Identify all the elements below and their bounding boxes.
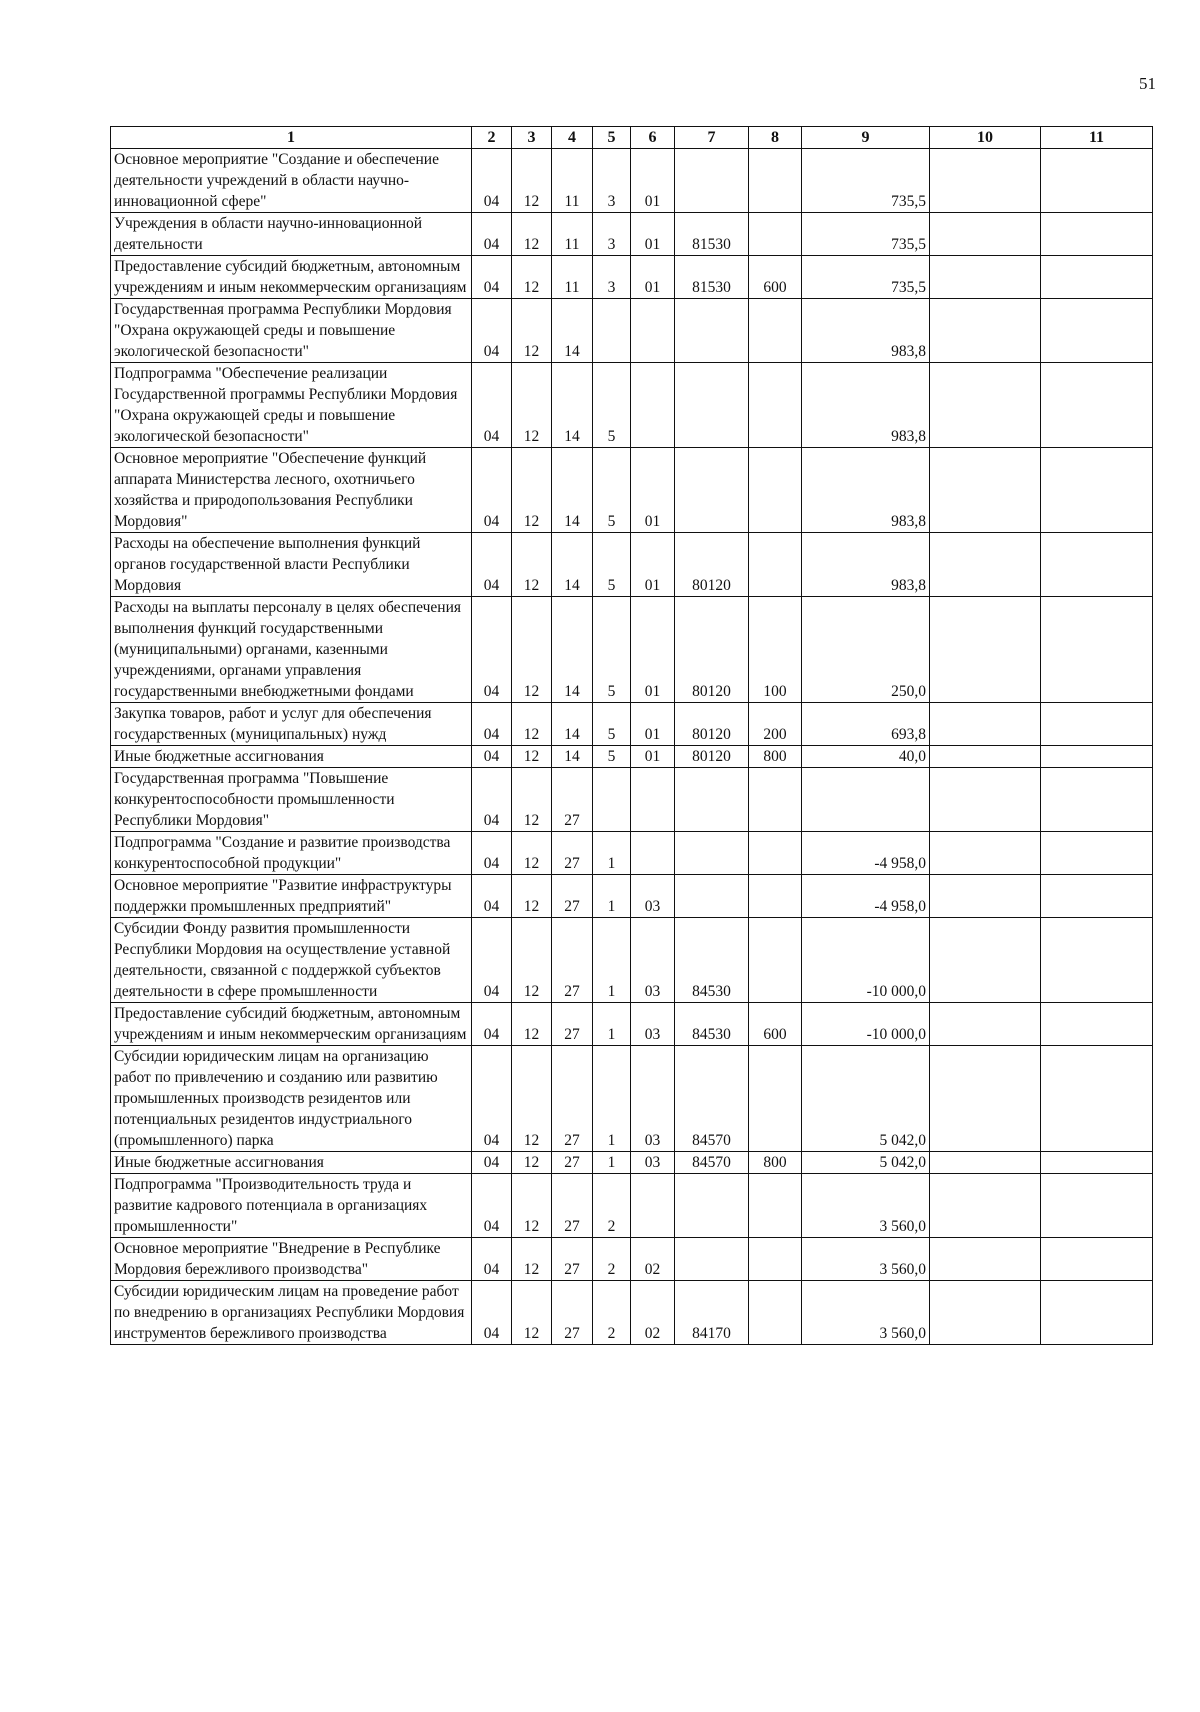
row-name: Субсидии Фонду развития промышленности Республики Мордовия на осуществление уставной деятельности, связанной с поддержкой субъектов деятельности в сфере промышленности <box>111 918 472 1003</box>
code-activity: 01 <box>631 213 675 256</box>
col-10-cell <box>930 597 1041 703</box>
code-direction: 84530 <box>675 1003 749 1046</box>
code-subprogram <box>593 768 631 832</box>
code-direction <box>675 768 749 832</box>
code-program: 14 <box>552 533 593 597</box>
table-row <box>111 1174 1153 1238</box>
amount: 983,8 <box>802 299 930 363</box>
code-subsection: 12 <box>512 768 552 832</box>
col-10-cell <box>930 1003 1041 1046</box>
amount: 735,5 <box>802 256 930 299</box>
code-subsection: 12 <box>512 597 552 703</box>
row-name: Иные бюджетные ассигнования <box>111 746 472 768</box>
col-10-cell <box>930 256 1041 299</box>
code-expense-type <box>749 832 802 875</box>
code-subsection: 12 <box>512 918 552 1003</box>
code-program: 14 <box>552 597 593 703</box>
col-11-cell <box>1041 1238 1153 1281</box>
col-11-cell <box>1041 149 1153 213</box>
code-direction: 81530 <box>675 256 749 299</box>
code-program: 27 <box>552 1281 593 1345</box>
code-section: 04 <box>472 1152 512 1174</box>
column-header: 2 <box>472 127 512 149</box>
amount: -4 958,0 <box>802 875 930 918</box>
code-program: 27 <box>552 768 593 832</box>
code-subprogram: 3 <box>593 213 631 256</box>
amount: 983,8 <box>802 533 930 597</box>
code-expense-type <box>749 448 802 533</box>
col-11-cell <box>1041 533 1153 597</box>
column-header: 5 <box>593 127 631 149</box>
code-program: 27 <box>552 1046 593 1152</box>
col-11-cell <box>1041 597 1153 703</box>
row-name: Основное мероприятие "Обеспечение функций аппарата Министерства лесного, охотничьего хозяйства и природопользования Республики Мордовия" <box>111 448 472 533</box>
code-program: 14 <box>552 746 593 768</box>
table-row <box>111 918 1153 1003</box>
col-10-cell <box>930 703 1041 746</box>
table-row <box>111 1281 1153 1345</box>
amount: 3 560,0 <box>802 1238 930 1281</box>
code-activity: 03 <box>631 1003 675 1046</box>
code-section: 04 <box>472 1046 512 1152</box>
code-direction <box>675 875 749 918</box>
code-program: 27 <box>552 832 593 875</box>
code-subprogram: 1 <box>593 875 631 918</box>
column-header: 1 <box>111 127 472 149</box>
row-name: Основное мероприятие "Создание и обеспечение деятельности учреждений в области научно-инновационной сфере" <box>111 149 472 213</box>
amount: -4 958,0 <box>802 832 930 875</box>
column-header: 4 <box>552 127 593 149</box>
code-direction <box>675 1238 749 1281</box>
code-expense-type: 100 <box>749 597 802 703</box>
col-10-cell <box>930 832 1041 875</box>
table-row <box>111 875 1153 918</box>
code-activity: 01 <box>631 597 675 703</box>
code-activity: 01 <box>631 746 675 768</box>
row-name: Субсидии юридическим лицам на проведение работ по внедрению в организациях Республики Мордовия инструментов бережливого производства <box>111 1281 472 1345</box>
table-row <box>111 213 1153 256</box>
code-direction <box>675 363 749 448</box>
col-11-cell <box>1041 875 1153 918</box>
col-10-cell <box>930 213 1041 256</box>
code-direction: 80120 <box>675 533 749 597</box>
code-subprogram: 1 <box>593 832 631 875</box>
row-name: Основное мероприятие "Внедрение в Республике Мордовия бережливого производства" <box>111 1238 472 1281</box>
code-subsection: 12 <box>512 448 552 533</box>
row-name: Подпрограмма "Обеспечение реализации Государственной программы Республики Мордовия "Охрана окружающей среды и повышение экологической безопасности" <box>111 363 472 448</box>
code-expense-type <box>749 1174 802 1238</box>
col-10-cell <box>930 299 1041 363</box>
budget-table <box>110 126 1153 1345</box>
code-activity: 02 <box>631 1281 675 1345</box>
table-row <box>111 703 1153 746</box>
code-subprogram: 5 <box>593 363 631 448</box>
col-11-cell <box>1041 213 1153 256</box>
code-section: 04 <box>472 1238 512 1281</box>
code-activity: 03 <box>631 1046 675 1152</box>
code-subprogram: 3 <box>593 149 631 213</box>
code-section: 04 <box>472 533 512 597</box>
col-10-cell <box>930 149 1041 213</box>
code-direction: 81530 <box>675 213 749 256</box>
code-section: 04 <box>472 1003 512 1046</box>
code-subprogram: 1 <box>593 1003 631 1046</box>
code-program: 27 <box>552 1152 593 1174</box>
code-program: 27 <box>552 1003 593 1046</box>
column-header: 9 <box>802 127 930 149</box>
row-name: Подпрограмма "Производительность труда и развитие кадрового потенциала в организациях промышленности" <box>111 1174 472 1238</box>
code-program: 11 <box>552 213 593 256</box>
column-header: 10 <box>930 127 1041 149</box>
code-subsection: 12 <box>512 1174 552 1238</box>
table-row <box>111 533 1153 597</box>
code-subsection: 12 <box>512 746 552 768</box>
code-expense-type <box>749 1046 802 1152</box>
col-11-cell <box>1041 768 1153 832</box>
column-header: 7 <box>675 127 749 149</box>
code-activity <box>631 832 675 875</box>
code-program: 14 <box>552 448 593 533</box>
row-name: Закупка товаров, работ и услуг для обеспечения государственных (муниципальных) нужд <box>111 703 472 746</box>
code-subsection: 12 <box>512 1003 552 1046</box>
col-11-cell <box>1041 299 1153 363</box>
code-section: 04 <box>472 1281 512 1345</box>
code-section: 04 <box>472 703 512 746</box>
amount: 250,0 <box>802 597 930 703</box>
code-subprogram: 1 <box>593 1152 631 1174</box>
row-name: Предоставление субсидий бюджетным, автономным учреждениям и иным некоммерческим организациям <box>111 1003 472 1046</box>
code-activity: 03 <box>631 1152 675 1174</box>
col-11-cell <box>1041 1174 1153 1238</box>
row-name: Основное мероприятие "Развитие инфраструктуры поддержки промышленных предприятий" <box>111 875 472 918</box>
code-subsection: 12 <box>512 256 552 299</box>
col-10-cell <box>930 1152 1041 1174</box>
code-program: 14 <box>552 299 593 363</box>
col-11-cell <box>1041 1152 1153 1174</box>
code-subsection: 12 <box>512 1046 552 1152</box>
column-header: 6 <box>631 127 675 149</box>
code-activity: 01 <box>631 256 675 299</box>
code-activity <box>631 299 675 363</box>
code-expense-type <box>749 149 802 213</box>
table-row <box>111 448 1153 533</box>
code-direction: 84170 <box>675 1281 749 1345</box>
code-subsection: 12 <box>512 703 552 746</box>
code-subsection: 12 <box>512 299 552 363</box>
code-subsection: 12 <box>512 363 552 448</box>
code-subsection: 12 <box>512 533 552 597</box>
page-number: 51 <box>1139 74 1156 93</box>
code-direction <box>675 832 749 875</box>
col-10-cell <box>930 448 1041 533</box>
amount: 3 560,0 <box>802 1174 930 1238</box>
code-section: 04 <box>472 875 512 918</box>
col-10-cell <box>930 1238 1041 1281</box>
code-expense-type <box>749 533 802 597</box>
code-direction <box>675 149 749 213</box>
row-name: Предоставление субсидий бюджетным, автономным учреждениям и иным некоммерческим организациям <box>111 256 472 299</box>
col-10-cell <box>930 533 1041 597</box>
col-10-cell <box>930 1174 1041 1238</box>
code-section: 04 <box>472 918 512 1003</box>
code-subprogram: 5 <box>593 448 631 533</box>
amount: 693,8 <box>802 703 930 746</box>
column-header: 3 <box>512 127 552 149</box>
code-subsection: 12 <box>512 1238 552 1281</box>
code-expense-type <box>749 299 802 363</box>
col-10-cell <box>930 918 1041 1003</box>
row-name: Учреждения в области научно-инновационной деятельности <box>111 213 472 256</box>
code-activity <box>631 363 675 448</box>
code-subprogram: 5 <box>593 597 631 703</box>
code-section: 04 <box>472 363 512 448</box>
amount: 983,8 <box>802 363 930 448</box>
code-section: 04 <box>472 832 512 875</box>
col-10-cell <box>930 768 1041 832</box>
table-row <box>111 768 1153 832</box>
code-subprogram: 3 <box>593 256 631 299</box>
amount: 735,5 <box>802 213 930 256</box>
code-subsection: 12 <box>512 875 552 918</box>
code-expense-type: 600 <box>749 256 802 299</box>
code-subprogram: 2 <box>593 1281 631 1345</box>
amount <box>802 768 930 832</box>
code-direction: 84570 <box>675 1152 749 1174</box>
code-activity <box>631 768 675 832</box>
code-section: 04 <box>472 1174 512 1238</box>
column-header: 11 <box>1041 127 1153 149</box>
col-11-cell <box>1041 1281 1153 1345</box>
code-expense-type <box>749 875 802 918</box>
row-name: Субсидии юридическим лицам на организацию работ по привлечению и созданию или развитию промышленных производств резидентов или потенциальных резидентов индустриального (промышленного) парка <box>111 1046 472 1152</box>
code-section: 04 <box>472 597 512 703</box>
amount: 735,5 <box>802 149 930 213</box>
code-expense-type <box>749 213 802 256</box>
table-row <box>111 1238 1153 1281</box>
code-activity: 02 <box>631 1238 675 1281</box>
code-activity: 03 <box>631 918 675 1003</box>
col-11-cell <box>1041 448 1153 533</box>
code-subsection: 12 <box>512 149 552 213</box>
amount: 5 042,0 <box>802 1152 930 1174</box>
amount: 40,0 <box>802 746 930 768</box>
code-activity <box>631 1174 675 1238</box>
col-10-cell <box>930 363 1041 448</box>
code-program: 11 <box>552 256 593 299</box>
table-row <box>111 1003 1153 1046</box>
code-program: 27 <box>552 1238 593 1281</box>
code-activity: 01 <box>631 149 675 213</box>
code-program: 11 <box>552 149 593 213</box>
amount: 5 042,0 <box>802 1046 930 1152</box>
code-program: 14 <box>552 703 593 746</box>
col-11-cell <box>1041 832 1153 875</box>
code-subsection: 12 <box>512 1152 552 1174</box>
code-program: 27 <box>552 918 593 1003</box>
row-name: Подпрограмма "Создание и развитие производства конкурентоспособной продукции" <box>111 832 472 875</box>
code-expense-type: 600 <box>749 1003 802 1046</box>
code-activity: 01 <box>631 703 675 746</box>
code-subprogram: 1 <box>593 1046 631 1152</box>
code-activity: 03 <box>631 875 675 918</box>
table-row <box>111 299 1153 363</box>
code-program: 14 <box>552 363 593 448</box>
column-header: 8 <box>749 127 802 149</box>
row-name: Государственная программа "Повышение конкурентоспособности промышленности Республики Мордовия" <box>111 768 472 832</box>
code-direction <box>675 1174 749 1238</box>
code-subprogram: 1 <box>593 918 631 1003</box>
col-11-cell <box>1041 1046 1153 1152</box>
code-subprogram: 5 <box>593 746 631 768</box>
code-section: 04 <box>472 768 512 832</box>
col-10-cell <box>930 746 1041 768</box>
code-subprogram: 2 <box>593 1174 631 1238</box>
col-10-cell <box>930 875 1041 918</box>
code-program: 27 <box>552 875 593 918</box>
code-subprogram: 5 <box>593 533 631 597</box>
table-body <box>111 149 1153 1345</box>
code-expense-type <box>749 918 802 1003</box>
code-subprogram: 5 <box>593 703 631 746</box>
code-expense-type: 800 <box>749 746 802 768</box>
row-name: Расходы на выплаты персоналу в целях обеспечения выполнения функций государственными (муниципальными) органами, казенными учреждениями, органами управления государственными внебюджетными фондами <box>111 597 472 703</box>
col-10-cell <box>930 1046 1041 1152</box>
table-row <box>111 363 1153 448</box>
col-11-cell <box>1041 703 1153 746</box>
table-row <box>111 1046 1153 1152</box>
code-direction: 80120 <box>675 746 749 768</box>
table-row <box>111 256 1153 299</box>
code-section: 04 <box>472 256 512 299</box>
row-name: Государственная программа Республики Мордовия "Охрана окружающей среды и повышение экологической безопасности" <box>111 299 472 363</box>
code-direction: 84570 <box>675 1046 749 1152</box>
code-direction: 84530 <box>675 918 749 1003</box>
code-section: 04 <box>472 448 512 533</box>
code-expense-type <box>749 1281 802 1345</box>
table-row <box>111 597 1153 703</box>
code-subsection: 12 <box>512 213 552 256</box>
col-11-cell <box>1041 1003 1153 1046</box>
code-expense-type <box>749 1238 802 1281</box>
code-activity: 01 <box>631 533 675 597</box>
table-row <box>111 1152 1153 1174</box>
code-direction: 80120 <box>675 703 749 746</box>
amount: 983,8 <box>802 448 930 533</box>
code-subsection: 12 <box>512 1281 552 1345</box>
code-expense-type: 200 <box>749 703 802 746</box>
col-11-cell <box>1041 363 1153 448</box>
table-header-row <box>111 127 1153 149</box>
code-section: 04 <box>472 746 512 768</box>
table-row <box>111 746 1153 768</box>
code-direction <box>675 299 749 363</box>
amount: -10 000,0 <box>802 918 930 1003</box>
col-10-cell <box>930 1281 1041 1345</box>
amount: -10 000,0 <box>802 1003 930 1046</box>
code-expense-type <box>749 768 802 832</box>
code-direction: 80120 <box>675 597 749 703</box>
code-section: 04 <box>472 213 512 256</box>
row-name: Иные бюджетные ассигнования <box>111 1152 472 1174</box>
table-row <box>111 832 1153 875</box>
code-section: 04 <box>472 299 512 363</box>
code-program: 27 <box>552 1174 593 1238</box>
code-direction <box>675 448 749 533</box>
code-section: 04 <box>472 149 512 213</box>
col-11-cell <box>1041 918 1153 1003</box>
code-subprogram <box>593 299 631 363</box>
code-subsection: 12 <box>512 832 552 875</box>
row-name: Расходы на обеспечение выполнения функций органов государственной власти Республики Мордовия <box>111 533 472 597</box>
code-expense-type: 800 <box>749 1152 802 1174</box>
code-activity: 01 <box>631 448 675 533</box>
col-11-cell <box>1041 746 1153 768</box>
table-row <box>111 149 1153 213</box>
code-expense-type <box>749 363 802 448</box>
amount: 3 560,0 <box>802 1281 930 1345</box>
col-11-cell <box>1041 256 1153 299</box>
code-subprogram: 2 <box>593 1238 631 1281</box>
